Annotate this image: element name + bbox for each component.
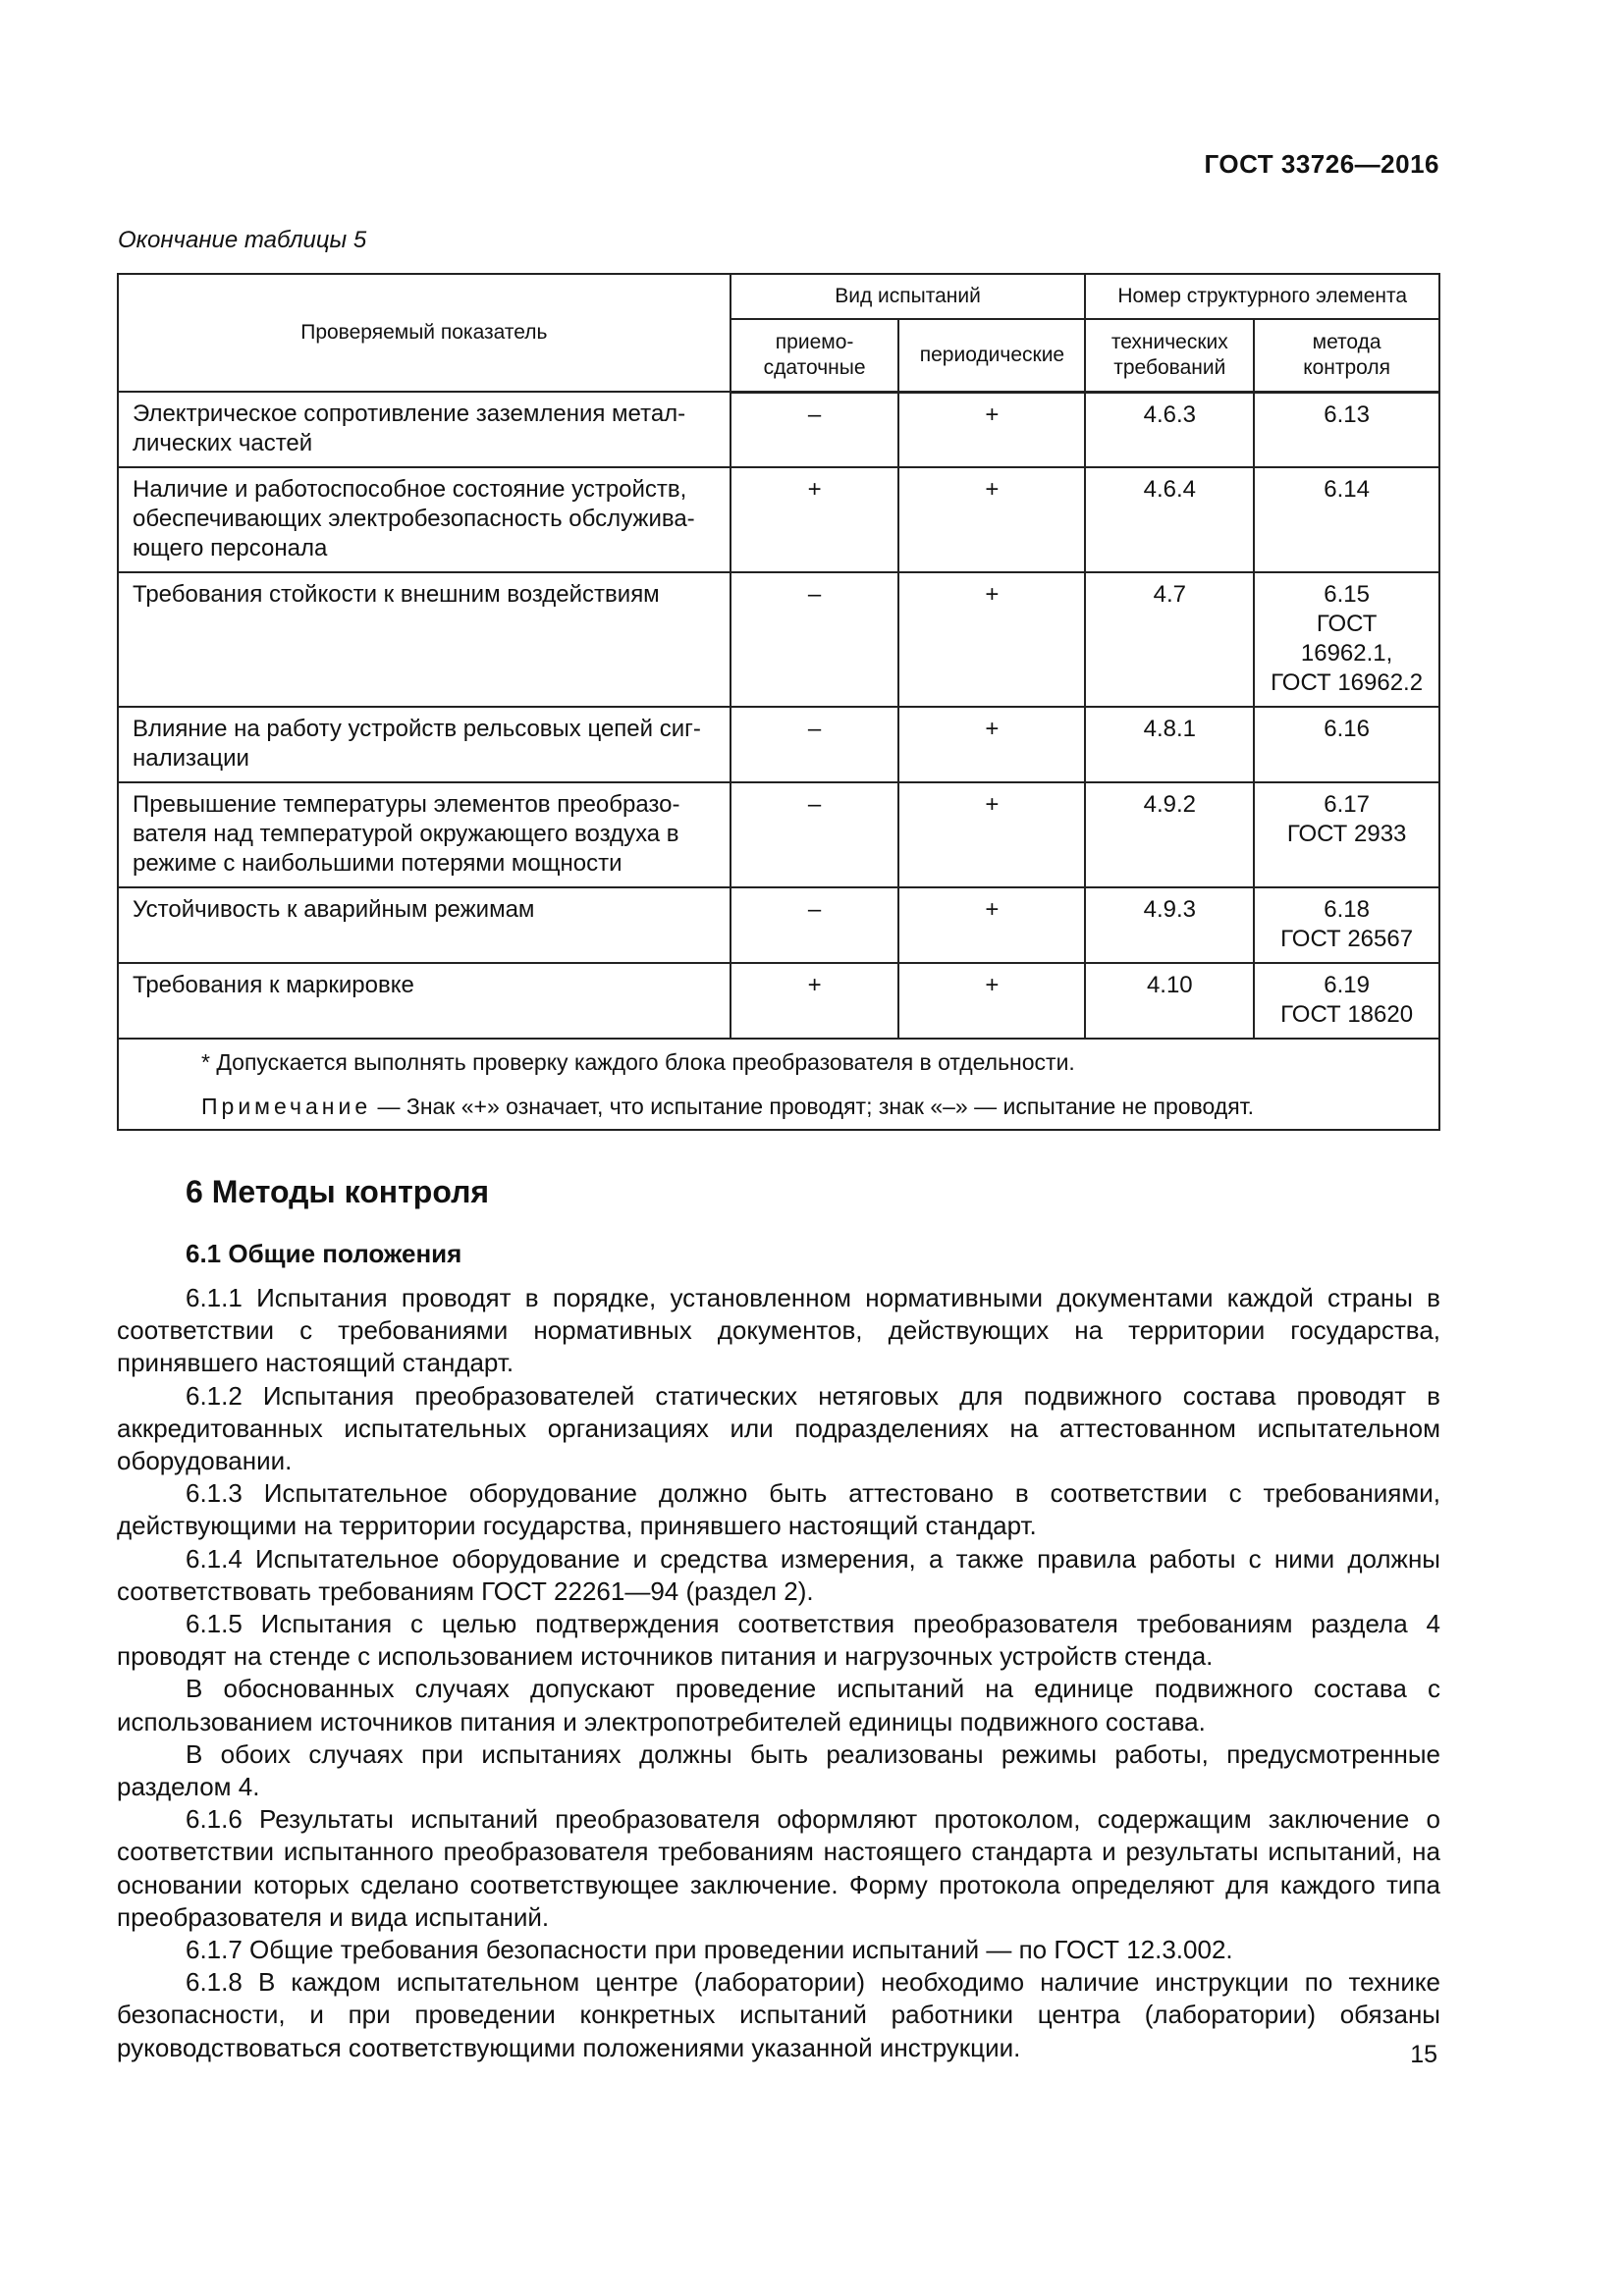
table-row bbox=[118, 782, 1439, 887]
row-indicator: Устойчивость к аварийным режимам bbox=[118, 887, 731, 963]
header-method: метода контроля bbox=[1254, 319, 1439, 392]
row-acceptance: + bbox=[731, 963, 899, 1039]
row-acceptance: – bbox=[731, 392, 899, 467]
header-struct-element: Номер структурного элемента bbox=[1085, 274, 1439, 319]
note-text: — Знак «+» означает, что испытание проводят; знак «–» — испытание не проводят. bbox=[371, 1094, 1255, 1119]
row-method: 6.16 bbox=[1254, 707, 1439, 782]
paragraph: 6.1.3 Испытательное оборудование должно быть аттестовано в соответствии с требованиями, действующими на территории государства, принявшего настоящий стандарт. bbox=[117, 1478, 1440, 1541]
row-method: 6.14 bbox=[1254, 467, 1439, 572]
row-method: 6.17 ГОСТ 2933 bbox=[1254, 782, 1439, 887]
paragraph: 6.1.7 Общие требования безопасности при проведении испытаний — по ГОСТ 12.3.002. bbox=[186, 1935, 1233, 1965]
row-indicator: Влияние на работу устройств рельсовых цепей сиг- нализации bbox=[118, 707, 731, 782]
row-method: 6.19 ГОСТ 18620 bbox=[1254, 963, 1439, 1039]
row-indicator: Превышение температуры элементов преобразо- вателя над температурой окружающего воздуха в режиме с наибольшими потерями мощности bbox=[118, 782, 731, 887]
page-number: 15 bbox=[1410, 2041, 1437, 2068]
paragraph: 6.1.4 Испытательное оборудование и средства измерения, а также правила работы с ними должны соответствовать требованиям ГОСТ 22261—94 (раздел 2). bbox=[117, 1543, 1440, 1606]
paragraph: В обоснованных случаях допускают проведение испытаний на единице подвижного состава с использованием источников питания и электропотребителей единицы подвижного состава. bbox=[117, 1674, 1440, 1736]
table-row bbox=[118, 707, 1439, 782]
paragraph: 6.1.6 Результаты испытаний преобразователя оформляют протоколом, содержащим заключение о соответствии испытанного преобразователя требованиям настоящего стандарта и результаты испытаний, на основании которых сделано соответствующее заключение. Форму протокола определяют для каждого типа преобразователя и вида испытаний. bbox=[117, 1804, 1440, 1932]
row-acceptance: – bbox=[731, 887, 899, 963]
paragraph: 6.1.2 Испытания преобразователей статических нетяговых для подвижного состава проводят в аккредитованных испытательных организациях или подразделениях на аттестованном испытательном оборудовании. bbox=[117, 1380, 1440, 1476]
row-tech-req: 4.6.3 bbox=[1085, 392, 1254, 467]
row-periodic: + bbox=[898, 887, 1085, 963]
row-periodic: + bbox=[898, 963, 1085, 1039]
row-tech-req: 4.9.3 bbox=[1085, 887, 1254, 963]
row-tech-req: 4.10 bbox=[1085, 963, 1254, 1039]
table-row bbox=[118, 887, 1439, 963]
row-periodic: + bbox=[898, 707, 1085, 782]
paragraph: В обоих случаях при испытаниях должны быть реализованы режимы работы, предусмотренные разделом 4. bbox=[117, 1738, 1440, 1802]
paragraph: 6.1.8 В каждом испытательном центре (лаборатории) необходимо наличие инструкции по технике безопасности, и при проведении конкретных испытаний работники центра (лаборатории) обязаны руководствоваться соответствующими положениями указанной инструкции. bbox=[117, 1967, 1440, 2062]
table-footnote: * Допускается выполнять проверку каждого блока преобразователя в отдельности. bbox=[201, 1049, 1075, 1075]
table-notes-row bbox=[118, 1039, 1439, 1130]
table-row bbox=[118, 963, 1439, 1039]
row-tech-req: 4.7 bbox=[1085, 572, 1254, 707]
row-periodic: + bbox=[898, 392, 1085, 467]
note-label: Примечание bbox=[201, 1094, 372, 1119]
table-row bbox=[118, 572, 1439, 707]
header-indicator: Проверяемый показатель bbox=[118, 274, 731, 392]
row-indicator: Наличие и работоспособное состояние устройств, обеспечивающих электробезопасность обслужива- ющего персонала bbox=[118, 467, 731, 572]
row-tech-req: 4.8.1 bbox=[1085, 707, 1254, 782]
table-notes bbox=[118, 1039, 1439, 1130]
row-acceptance: – bbox=[731, 707, 899, 782]
row-indicator: Электрическое сопротивление заземления метал- лических частей bbox=[118, 392, 731, 467]
row-acceptance: – bbox=[731, 572, 899, 707]
row-method: 6.18 ГОСТ 26567 bbox=[1254, 887, 1439, 963]
section-title: 6 Методы контроля bbox=[186, 1174, 490, 1209]
row-method: 6.13 bbox=[1254, 392, 1439, 467]
subsection-title: 6.1 Общие положения bbox=[186, 1239, 462, 1268]
header-tech-req: технических требований bbox=[1085, 319, 1254, 392]
row-tech-req: 4.9.2 bbox=[1085, 782, 1254, 887]
row-indicator: Требования к маркировке bbox=[118, 963, 731, 1039]
header-test-type: Вид испытаний bbox=[731, 274, 1086, 319]
table-5 bbox=[117, 273, 1440, 1131]
table-note bbox=[133, 1092, 1425, 1121]
document-code: ГОСТ 33726—2016 bbox=[1204, 149, 1439, 179]
row-periodic: + bbox=[898, 467, 1085, 572]
table-row bbox=[118, 467, 1439, 572]
paragraph: 6.1.1 Испытания проводят в порядке, установленном нормативными документами каждой страны в соответствии с требованиями нормативных документов, действующих на территории государства, принявшего настоящий стандарт. bbox=[117, 1283, 1440, 1378]
section-body bbox=[117, 1282, 1440, 2064]
paragraph: 6.1.5 Испытания с целью подтверждения соответствия преобразователя требованиям раздела 4 проводят на стенде с использованием источников питания и нагрузочных устройств стенда. bbox=[117, 1609, 1440, 1672]
row-tech-req: 4.6.4 bbox=[1085, 467, 1254, 572]
row-acceptance: + bbox=[731, 467, 899, 572]
header-acceptance: приемо- сдаточные bbox=[731, 319, 899, 392]
row-indicator: Требования стойкости к внешним воздействиям bbox=[118, 572, 731, 707]
table-row bbox=[118, 392, 1439, 467]
table-caption: Окончание таблицы 5 bbox=[118, 227, 367, 253]
header-periodic: периодические bbox=[898, 319, 1085, 392]
row-periodic: + bbox=[898, 572, 1085, 707]
row-method: 6.15 ГОСТ 16962.1, ГОСТ 16962.2 bbox=[1254, 572, 1439, 707]
row-acceptance: – bbox=[731, 782, 899, 887]
row-periodic: + bbox=[898, 782, 1085, 887]
